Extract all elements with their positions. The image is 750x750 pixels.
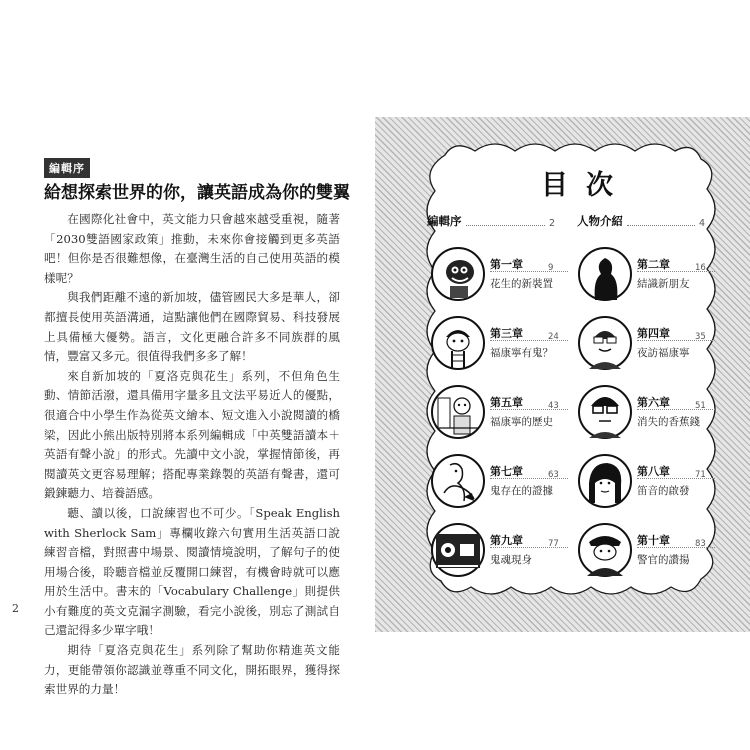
toc-chapter-2[interactable]	[577, 246, 707, 308]
chapter-page: 71	[695, 470, 706, 480]
preface-paragraph: 聽、讀以後，口說練習也不可少。「Speak English with Sherlock Sam」專欄收錄六句實用生活英語口說練習音檔，對照書中場景、閱讀情境說明，了解句子的使用場合後，聆聽音檔並反覆開口練習，有機會時就可以應用於生活中。書末的「Vocabulary Challenge」則提供小有難度的英文克漏字測驗，看完小說後，別忘了測試自己還記得多少單字哦！	[44, 505, 340, 638]
chapter-page: 83	[695, 539, 706, 549]
chapter-page: 9	[548, 263, 554, 273]
toc-entry-preface[interactable]	[427, 215, 555, 229]
preface-paragraph: 在國際化社會中，英文能力只會越來越受重視，隨著「2030雙語國家政策」推動，未來你會接觸到更多英語吧！但你是否很難想像，在臺灣生活的自己使用英語的模樣呢？	[44, 212, 340, 285]
character-portrait-icon	[577, 315, 633, 371]
toc-chapter-7[interactable]	[430, 453, 560, 515]
chapter-number: 第九章	[490, 534, 523, 547]
preface-tag: 編輯序	[44, 158, 90, 178]
chapter-title: 鬼魂現身	[490, 554, 532, 566]
character-portrait-icon	[577, 453, 633, 509]
toc-entry-characters[interactable]	[577, 215, 705, 229]
chapter-title: 鬼存在的證據	[490, 485, 553, 497]
chapter-page: 43	[548, 401, 559, 411]
character-portrait-icon	[430, 315, 486, 371]
chapter-number: 第三章	[490, 327, 523, 340]
chapter-title: 結識新朋友	[637, 278, 690, 290]
toc-chapter-4[interactable]	[577, 315, 707, 377]
chapter-page: 35	[695, 332, 706, 342]
dot-leader	[627, 225, 695, 226]
chapter-title: 福康寧有鬼？	[490, 347, 553, 359]
toc-entry-page: 2	[548, 218, 555, 229]
chapter-number: 第七章	[490, 465, 523, 478]
chapter-number: 第五章	[490, 396, 523, 409]
character-portrait-icon	[430, 522, 486, 578]
chapter-number: 第八章	[637, 465, 670, 478]
preface-paragraph: 來自新加坡的「夏洛克與花生」系列，不但角色生動、情節活潑，還具備用字量多且文法平易近人的優點，很適合中小學生作為從英文繪本、短文進入小說閱讀的橋梁，因此小熊出版特別將本系列編輯成「中英雙語讀本＋英語有聲小說」的形式。先讀中文小說，掌握情節後，再閱讀英文更容易理解；搭配專業錄製的英語有聲書，還可鍛鍊聽力、培養語感。	[44, 368, 340, 501]
chapter-title: 笛音的啟發	[637, 485, 690, 497]
toc-chapter-6[interactable]	[577, 384, 707, 446]
toc-entry-label: 編輯序	[427, 214, 462, 228]
dot-leader	[466, 225, 545, 226]
preface-paragraph: 期待「夏洛克與花生」系列除了幫助你精進英文能力，更能帶領你認識並尊重不同文化，開拓眼界，獲得探索世界的力量！	[44, 643, 340, 697]
character-portrait-icon	[430, 246, 486, 302]
character-portrait-icon	[577, 246, 633, 302]
chapter-number: 第十章	[637, 534, 670, 547]
preface-body	[44, 210, 340, 700]
toc-chapter-3[interactable]	[430, 315, 560, 377]
preface-title: 給想探索世界的你，讓英語成為你的雙翼	[44, 183, 350, 203]
toc-page	[375, 117, 750, 632]
chapter-number: 第四章	[637, 327, 670, 340]
chapter-title: 花生的新裝置	[490, 278, 553, 290]
chapter-page: 77	[548, 539, 559, 549]
chapter-title: 福康寧的歷史	[490, 416, 553, 428]
chapter-number: 第六章	[637, 396, 670, 409]
chapter-page: 51	[695, 401, 706, 411]
page-number: 2	[12, 602, 19, 615]
chapter-page: 63	[548, 470, 559, 480]
chapter-title: 夜訪福康寧	[637, 347, 690, 359]
character-portrait-icon	[577, 384, 633, 440]
toc-title: 目次	[541, 170, 631, 201]
toc-chapter-5[interactable]	[430, 384, 560, 446]
toc-entry-page: 4	[698, 218, 705, 229]
chapter-page: 24	[548, 332, 559, 342]
toc-chapter-8[interactable]	[577, 453, 707, 515]
toc-chapter-9[interactable]	[430, 522, 560, 584]
character-portrait-icon	[430, 384, 486, 440]
chapter-title: 消失的香蕉錢	[637, 416, 700, 428]
chapter-title: 警官的讚揚	[637, 554, 690, 566]
chapter-number: 第一章	[490, 258, 523, 271]
chapter-number: 第二章	[637, 258, 670, 271]
chapter-page: 16	[695, 263, 706, 273]
toc-entry-label: 人物介紹	[577, 214, 623, 228]
preface-paragraph: 與我們距離不遠的新加坡，儘管國民大多是華人，卻都擅長使用英語溝通，這點讓他們在國際貿易、科技發展上具備極大優勢。語言，文化更融合許多不同族群的風情，豐富又多元。很值得我們多多了解！	[44, 290, 340, 364]
character-portrait-icon	[577, 522, 633, 578]
toc-chapter-1[interactable]	[430, 246, 560, 308]
toc-chapter-10[interactable]	[577, 522, 707, 584]
character-portrait-icon	[430, 453, 486, 509]
dot-leader	[490, 271, 568, 272]
